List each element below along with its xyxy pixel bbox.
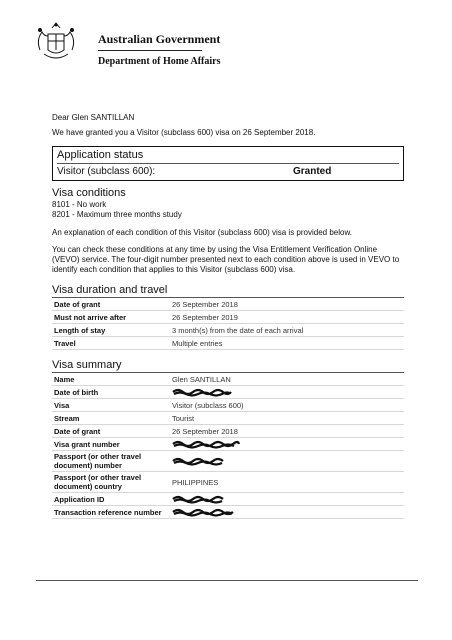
- row-label: Date of birth: [54, 387, 99, 397]
- table-row: [52, 311, 404, 324]
- table-row: [52, 386, 404, 399]
- row-label: Passport (or other travel document) number: [54, 452, 142, 470]
- visa-conditions-heading: Visa conditions: [52, 187, 126, 199]
- redaction-mark: [170, 439, 240, 449]
- redaction-mark: [170, 387, 232, 397]
- row-label: Transaction reference number: [54, 507, 162, 517]
- row-value: Tourist: [172, 413, 195, 423]
- table-row: [52, 506, 404, 519]
- status-label: Visitor (subclass 600):: [57, 166, 156, 177]
- table-row: [52, 451, 404, 472]
- table-row: [52, 399, 404, 412]
- row-value: PHILIPPINES: [172, 477, 219, 487]
- table-row: [52, 493, 404, 506]
- redaction-mark: [170, 494, 226, 504]
- department-title: Department of Home Affairs: [98, 56, 221, 67]
- redaction-mark: [170, 456, 226, 466]
- letter-body: [52, 113, 404, 519]
- table-row: [52, 425, 404, 438]
- table-row: [52, 472, 404, 493]
- row-label: Must not arrive after: [54, 312, 127, 322]
- table-row: [52, 298, 404, 311]
- row-label: Length of stay: [54, 325, 106, 335]
- status-value: Granted: [293, 166, 332, 177]
- table-row: [52, 324, 404, 337]
- condition-item: 8201 - Maximum three months study: [52, 210, 182, 219]
- conditions-explanation: An explanation of each condition of this Visitor (subclass 600) visa is provided below.: [52, 228, 353, 237]
- row-value: Multiple entries: [172, 338, 223, 348]
- row-value: Glen SANTILLAN: [172, 374, 231, 384]
- header-divider: [98, 50, 202, 51]
- row-label: Application ID: [54, 494, 105, 504]
- row-value: 3 month(s) from the date of each arrival: [172, 325, 304, 335]
- footer-divider: [36, 580, 418, 581]
- table-row: [52, 373, 404, 386]
- table-row: [52, 337, 404, 350]
- table-row: [52, 438, 404, 451]
- vevo-paragraph: You can check these conditions at any time by using the Visa Entitlement Verification Online (VEVO) service. The four-digit number presented next to each condition above is used in VEVO to identify each condition that applies to this Visitor (subclass 600) visa.: [52, 245, 400, 274]
- condition-item: 8101 - No work: [52, 200, 107, 209]
- row-label: Date of grant: [54, 426, 101, 436]
- salutation: Dear Glen SANTILLAN: [52, 113, 135, 122]
- row-label: Stream: [54, 413, 80, 423]
- row-value: 26 September 2018: [172, 299, 238, 309]
- row-label: Name: [54, 374, 75, 384]
- government-title: Australian Government: [98, 32, 221, 46]
- visa-summary-heading: Visa summary: [52, 359, 122, 371]
- table-row: [52, 412, 404, 425]
- row-value: 26 September 2018: [172, 426, 238, 436]
- redaction-mark: [170, 507, 234, 517]
- row-value: 26 September 2019: [172, 312, 238, 322]
- letterhead: [18, 14, 438, 74]
- visa-duration-heading: Visa duration and travel: [52, 284, 168, 296]
- coat-of-arms-icon: [30, 20, 82, 68]
- row-label: Date of grant: [54, 299, 101, 309]
- row-label: Travel: [54, 338, 76, 348]
- status-row: [57, 163, 399, 177]
- row-label: Visa grant number: [54, 439, 120, 449]
- row-label: Passport (or other travel document) country: [54, 473, 142, 491]
- visa-duration-table: [52, 297, 404, 350]
- application-status-box: [52, 146, 404, 181]
- visa-summary-table: [52, 372, 404, 519]
- grant-intro: We have granted you a Visitor (subclass 600) visa on 26 September 2018.: [52, 128, 316, 137]
- row-label: Visa: [54, 400, 70, 410]
- row-value: Visitor (subclass 600): [172, 400, 244, 410]
- application-status-heading: Application status: [57, 149, 144, 161]
